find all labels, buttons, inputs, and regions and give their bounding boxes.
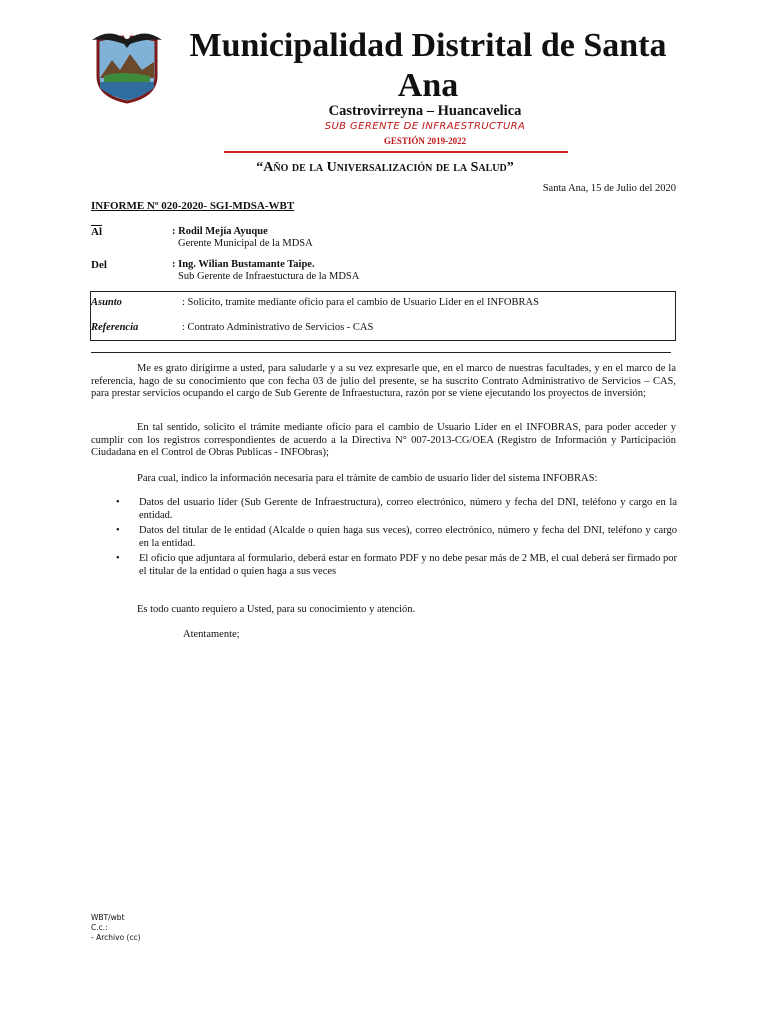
- year-motto: “Año de la Universalización de la Salud”: [256, 160, 514, 175]
- location-line: Castrovirreyna – Huancavelica: [328, 103, 522, 119]
- body-paragraph: En tal sentido, solicito el trámite mediante oficio para el cambio de Usuario Lider en el INFOBRAS, para poder acceder y cumplir con los registros correspondientes de acuerdo a la Directiva N° 007-2013-CG/OEA (Registro de Información y Participación Ciudadana en el Control de Obras Publicas - INFObras);: [91, 422, 676, 458]
- asunto-label: Asunto: [91, 297, 122, 308]
- municipality-title: Municipalidad Distrital de Santa Ana: [189, 27, 667, 104]
- bullet-text: Datos del usuario líder (Sub Gerente de Infraestructura), correo electrónico, número y fecha del DNI, teléfono y cargo en la entidad.: [139, 497, 677, 521]
- date-line: Santa Ana, 15 de Julio del 2020: [542, 183, 676, 194]
- body-paragraph: Para cual, indico la información necesaria para el trámite de cambio de usuario lider del sistema INFOBRAS:: [137, 473, 598, 484]
- gestion-line: GESTIÓN 2019-2022: [383, 136, 467, 146]
- al-label: $\overline{Al}$: [91, 226, 102, 238]
- del-label: Del: [91, 259, 107, 271]
- body-divider: [91, 352, 671, 353]
- del-role: Sub Gerente de Infraestuctura de la MDSA: [178, 271, 360, 282]
- referencia-label: Referencia: [91, 322, 139, 333]
- closing-line: Es todo cuanto requiero a Usted, para su conocimiento y atención.: [137, 604, 416, 615]
- asunto-text: : Solicito, tramite mediante oficio para el cambio de Usuario Lider en el INFOBRAS: [182, 297, 539, 308]
- footer-cc: C.c.:: [91, 923, 108, 932]
- al-name: : Rodil Mejía Ayuque: [172, 226, 268, 237]
- referencia-text: : Contrato Administrativo de Servicios - CAS: [182, 322, 374, 333]
- sign-off: Atentamente;: [183, 629, 240, 640]
- bullet-icon: •: [116, 525, 120, 536]
- al-role: Gerente Municipal de la MDSA: [178, 238, 313, 249]
- body-paragraph: Me es grato dirigirme a usted, para saludarle y a su vez expresarle que, en el marco de nuestras facultades, y en el marco de la referencia, hago de su conocimiento que con fecha 03 de julio del presente, se ha suscrito Contrato Administrativo de Servicios – CAS, para prestar servicios ocupando el cargo de Sub Gerente de Infraestuctura, razón por se viene ejecutando los proyectos de inversión;: [91, 363, 676, 399]
- bullet-text: Datos del titular de le entidad (Alcalde o quien haga sus veces), correo electrónico, número y fecha del DNI, teléfono y cargo en la entidad.: [139, 525, 677, 549]
- footer-initials: WBT/wbt: [91, 913, 125, 922]
- municipal-coat-of-arms-icon: [90, 26, 164, 104]
- bullet-icon: •: [116, 497, 120, 508]
- informe-number: INFORME Nº 020-2020- SGI-MDSA-WBT: [91, 200, 295, 212]
- header-divider: [224, 151, 568, 153]
- municipal-logo: [90, 26, 164, 104]
- bullet-icon: •: [116, 553, 120, 564]
- footer-archivo: - Archivo (cc): [91, 933, 141, 942]
- subgerente-line: SUB GERENTE DE INFRAESTRUCTURA: [324, 121, 526, 132]
- bullet-text: El oficio que adjuntara al formulario, deberá estar en formato PDF y no debe pesar más de 2 MB, el cual deberá ser firmado por el titular de la entidad o quien haga a sus veces: [139, 553, 677, 577]
- del-name: : Ing. Wilian Bustamante Taipe.: [172, 259, 315, 270]
